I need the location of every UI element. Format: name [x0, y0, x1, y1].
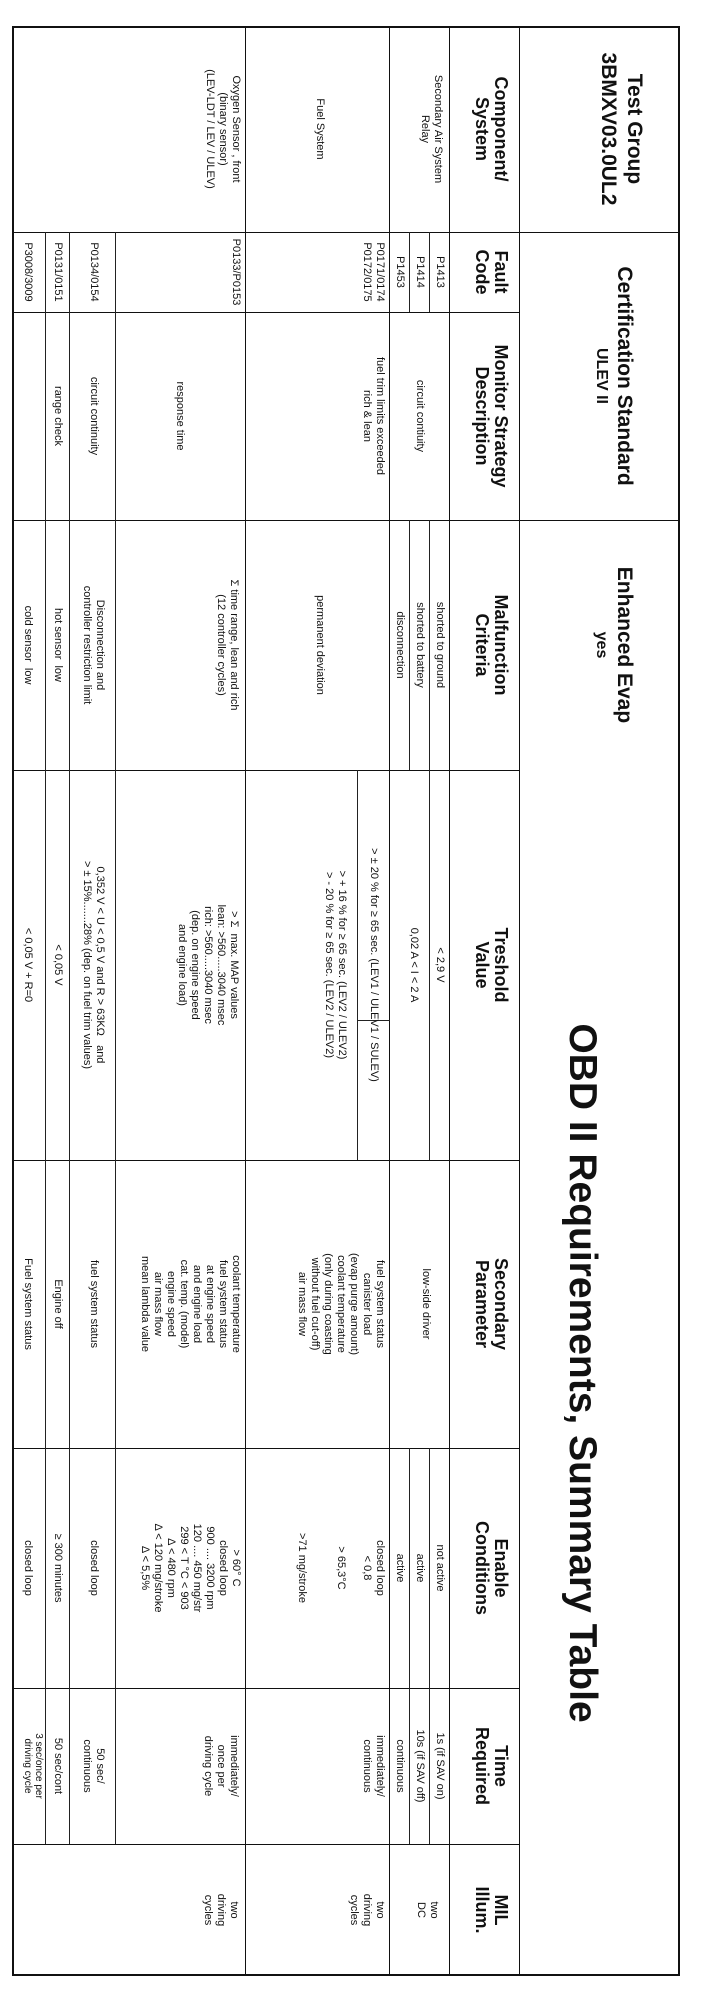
secair-secondary: low-side driver [420, 1268, 432, 1340]
fuel-mil: two driving cycles [348, 1893, 386, 1927]
col-head-monitor: Monitor Strategy Description [472, 344, 511, 488]
o2-time-c: 50 sec/cont [52, 1737, 64, 1795]
secair-threshold-2: 0,02 A < I < 2 A [408, 927, 420, 1003]
secair-enable-2: active [414, 1553, 426, 1583]
secair-time-1: 1s (if SAV on) [434, 1732, 446, 1800]
secair-thr-subline [429, 770, 430, 1160]
secair-monitor: circuit contiuity [414, 379, 426, 453]
fuel-monitor: fuel trim limits exceeded rich & lean [361, 357, 386, 475]
secair-mil: two DC [415, 1901, 440, 1919]
cert-standard-label: Certification Standard [613, 266, 636, 486]
o2-monitor-c: range check [52, 386, 64, 446]
o2-criteria-c: hot sensor low [52, 608, 64, 682]
secair-criteria-3: disconnection [394, 611, 406, 679]
cert-standard-value: ULEV II [593, 347, 610, 404]
col-head-enable: Enable Conditions [472, 1521, 511, 1615]
secair-component: Secondary Air System Relay [419, 74, 444, 184]
col-head-malfunction: Malfunction Criteria [472, 594, 511, 696]
o2-time-b: 50 sec/ continuous [81, 1739, 106, 1793]
page-title: OBD II Requirements, Summary Table [561, 1023, 604, 1723]
o2-code-c: P0131/0151 [52, 242, 64, 302]
fuel-threshold-a: > ± 20 % for ≥ 65 sec. (LEV1 / ULEV1 / SULEV) [368, 848, 380, 1082]
o2-code-d: P3008/3009 [22, 242, 34, 302]
secair-subline-1 [429, 232, 430, 312]
o2-threshold-a: > Σ max. MAP values lean: >560.....3040 msec rich: >560.....3040 msec (dep. on engine speed and engine load) [176, 904, 240, 1026]
secair-enable-3: active [394, 1553, 406, 1583]
o2-time-a: immediately/ once per driving cycle [202, 1735, 240, 1797]
fuel-thr-subline [357, 770, 358, 1160]
o2-code-b: P0134/0154 [88, 242, 100, 302]
secair-time-3: continuous [394, 1739, 406, 1793]
o2-mil: two driving cycles [202, 1893, 240, 1927]
fuel-threshold-b: > + 16 % for ≥ 65 sec. (LEV2 / ULEV2) > - 20 % for ≥ 65 sec. (LEV2 / ULEV2) [323, 870, 348, 1060]
secair-code-1: P1413 [434, 256, 446, 288]
fuel-criteria: permanent deviation [314, 595, 326, 695]
o2-criteria-a: Σ time range, lean and rich (12 controller cycles) [215, 579, 240, 711]
secair-code-3: P1453 [394, 256, 406, 288]
o2-time-d: 3 sec/once per driving cycle [22, 1733, 44, 1799]
col-head-fault-code: Fault Code [472, 249, 511, 295]
secair-criteria-1: shorted to ground [434, 601, 446, 689]
o2-secondary-b: fuel system status [88, 1259, 100, 1349]
o2-enable-a: > 60° C closed loop 900 .... 3200 rpm 120 .... 450 mg/str 299 < T °C < 903 Δ < 480 rpm Δ < 120 mg/stroke Δ < 5,5% [139, 1523, 242, 1613]
o2-secondary-c: Engine off [52, 1279, 64, 1329]
o2-subline-2 [69, 232, 70, 1844]
o2-enable-c: ≥ 300 minutes [52, 1533, 64, 1603]
o2-threshold-d: < 0,05 V + R=0 [22, 927, 34, 1003]
secair-time-subline-1 [429, 1688, 430, 1844]
colhead-bottom-line [449, 26, 450, 1976]
secair-criteria-2: shorted to battery [414, 602, 426, 688]
secair-code-2: P1414 [414, 256, 426, 288]
col-head-time: Time Required [472, 1726, 511, 1805]
secair-enable-1: not active [434, 1544, 446, 1592]
col-head-threshold: Treshold Value [472, 927, 511, 1003]
fuel-component: Fuel System [314, 98, 326, 160]
secair-time-2: 10s (if SAV off) [414, 1729, 426, 1803]
secair-en-subline-1 [429, 1448, 430, 1688]
secair-crit-subline-1 [429, 520, 430, 770]
o2-criteria-d: cold sensor low [22, 605, 34, 685]
o2-enable-b: closed loop [88, 1540, 100, 1596]
o2-criteria-b: Disconnection and controller restriction limit [81, 585, 106, 705]
o2-secondary-d: Fuel system status [22, 1258, 34, 1350]
o2-code-a: P0133/P0153 [230, 238, 242, 306]
o2-subline-1 [115, 232, 116, 1844]
header-bottom-line [519, 26, 520, 1976]
secair-en-subline-2 [409, 1448, 410, 1688]
test-group-value: 3BMXV03.0UL2 [597, 52, 620, 206]
o2-secondary-a: coolant temperature fuel system status at engine speed and engine load cat. temp. (model) engine speed air mass flow mean lambda value [139, 1255, 242, 1353]
enhanced-evap-value: yes [593, 631, 610, 659]
o2-threshold-b: 0,352 V < U < 0,5 V and R > 63KΩ and > ± 15%.......28% (dep. on fuel trim values) [81, 860, 106, 1070]
fuel-codes: P0171/0174 P0172/0175 [361, 242, 386, 302]
o2-threshold-c: < 0,05 V [52, 944, 64, 986]
section-line-secair [389, 26, 390, 1976]
o2-enable-d: closed loop [22, 1540, 34, 1596]
col-head-mil: MIL Illum. [472, 1886, 511, 1934]
o2-subline-3 [45, 232, 46, 1844]
section-line-fuel [245, 26, 246, 1976]
o2-component: Oxygen Sensor , front (binary sensor) (LEV-LDT / LEV / ULEV) [204, 69, 242, 189]
o2-monitor-a: response time [174, 381, 186, 451]
secair-threshold-1: < 2,9 V [434, 947, 446, 983]
col-head-component: Component/ System [472, 76, 511, 182]
fuel-enable: closed loop < 0,8 > 65,3°C >71 mg/stroke [296, 1532, 386, 1603]
o2-monitor-b: circuit continuity [88, 376, 100, 456]
test-group-label: Test Group [623, 73, 646, 185]
secair-subline-2 [409, 232, 410, 312]
enhanced-evap-label: Enhanced Evap [613, 566, 636, 724]
secair-crit-subline-2 [409, 520, 410, 770]
secair-time-subline-2 [409, 1688, 410, 1844]
col-head-secondary: Secondary Parameter [472, 1257, 511, 1351]
fuel-secondary: fuel system status canister load (evap purge amount) coolant temperature (only during coasting without fuel cut-off) air mass flow [296, 1252, 386, 1356]
col-divider-mil [12, 1844, 520, 1845]
fuel-time: immediately/ continuous [361, 1735, 386, 1797]
